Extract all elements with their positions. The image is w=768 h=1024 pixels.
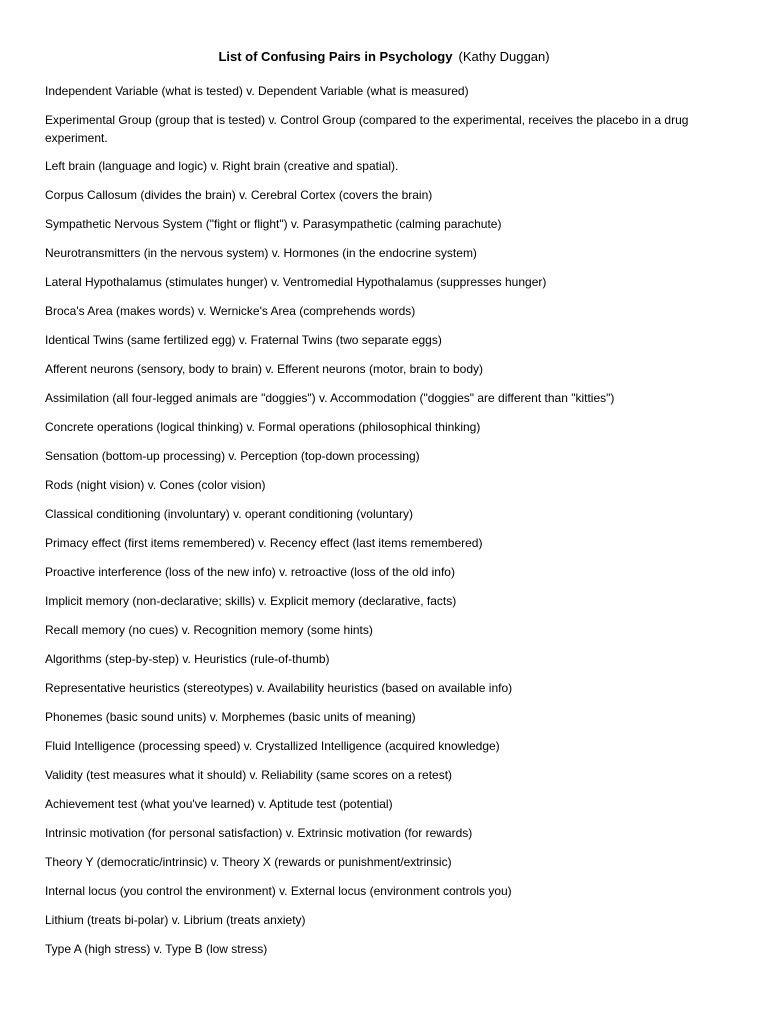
confusing-pairs-list (45, 82, 710, 969)
list-item: Phonemes (basic sound units) v. Morphemes (basic units of meaning) (45, 710, 416, 724)
list-item: Left brain (language and logic) v. Right brain (creative and spatial). (45, 159, 399, 173)
list-item: Proactive interference (loss of the new info) v. retroactive (loss of the old info) (45, 565, 455, 579)
list-item: Primacy effect (first items remembered) v. Recency effect (last items remembered) (45, 536, 483, 550)
list-item: Sensation (bottom-up processing) v. Perception (top-down processing) (45, 449, 420, 463)
list-item: Rods (night vision) v. Cones (color vision) (45, 478, 266, 492)
list-item: Classical conditioning (involuntary) v. operant conditioning (voluntary) (45, 507, 413, 521)
document-title (0, 48, 768, 66)
list-item: Algorithms (step-by-step) v. Heuristics (rule-of-thumb) (45, 652, 330, 666)
list-item: Intrinsic motivation (for personal satisfaction) v. Extrinsic motivation (for rewards) (45, 826, 473, 840)
list-item: Broca's Area (makes words) v. Wernicke's Area (comprehends words) (45, 304, 416, 318)
title-text: List of Confusing Pairs in Psychology (218, 49, 453, 64)
list-item: Neurotransmitters (in the nervous system) v. Hormones (in the endocrine system) (45, 246, 477, 260)
list-item: Representative heuristics (stereotypes) v. Availability heuristics (based on available info) (45, 681, 513, 695)
list-item: Theory Y (democratic/intrinsic) v. Theory X (rewards or punishment/extrinsic) (45, 855, 452, 869)
list-item: Implicit memory (non-declarative; skills) v. Explicit memory (declarative, facts) (45, 594, 457, 608)
list-item: Lithium (treats bi-polar) v. Librium (treats anxiety) (45, 913, 306, 927)
list-item: Assimilation (all four-legged animals are "doggies") v. Accommodation ("doggies" are different than "kitties") (45, 391, 615, 405)
list-item: Independent Variable (what is tested) v. Dependent Variable (what is measured) (45, 84, 469, 98)
list-item: Fluid Intelligence (processing speed) v. Crystallized Intelligence (acquired knowledge) (45, 739, 500, 753)
title-author: (Kathy Duggan) (458, 49, 550, 64)
list-item: Lateral Hypothalamus (stimulates hunger) v. Ventromedial Hypothalamus (suppresses hunger) (45, 275, 547, 289)
list-item: Experimental Group (group that is tested) v. Control Group (compared to the experimental, receives the placebo in a drug experiment. (45, 113, 689, 145)
list-item: Sympathetic Nervous System ("fight or flight") v. Parasympathetic (calming parachute) (45, 217, 502, 231)
list-item: Afferent neurons (sensory, body to brain) v. Efferent neurons (motor, brain to body) (45, 362, 484, 376)
list-item: Corpus Callosum (divides the brain) v. Cerebral Cortex (covers the brain) (45, 188, 433, 202)
list-item: Internal locus (you control the environment) v. External locus (environment controls you) (45, 884, 512, 898)
list-item: Recall memory (no cues) v. Recognition memory (some hints) (45, 623, 373, 637)
list-item: Concrete operations (logical thinking) v. Formal operations (philosophical thinking) (45, 420, 481, 434)
list-item: Achievement test (what you've learned) v. Aptitude test (potential) (45, 797, 393, 811)
list-item: Type A (high stress) v. Type B (low stress) (45, 942, 268, 956)
list-item: Identical Twins (same fertilized egg) v. Fraternal Twins (two separate eggs) (45, 333, 442, 347)
list-item: Validity (test measures what it should) v. Reliability (same scores on a retest) (45, 768, 453, 782)
